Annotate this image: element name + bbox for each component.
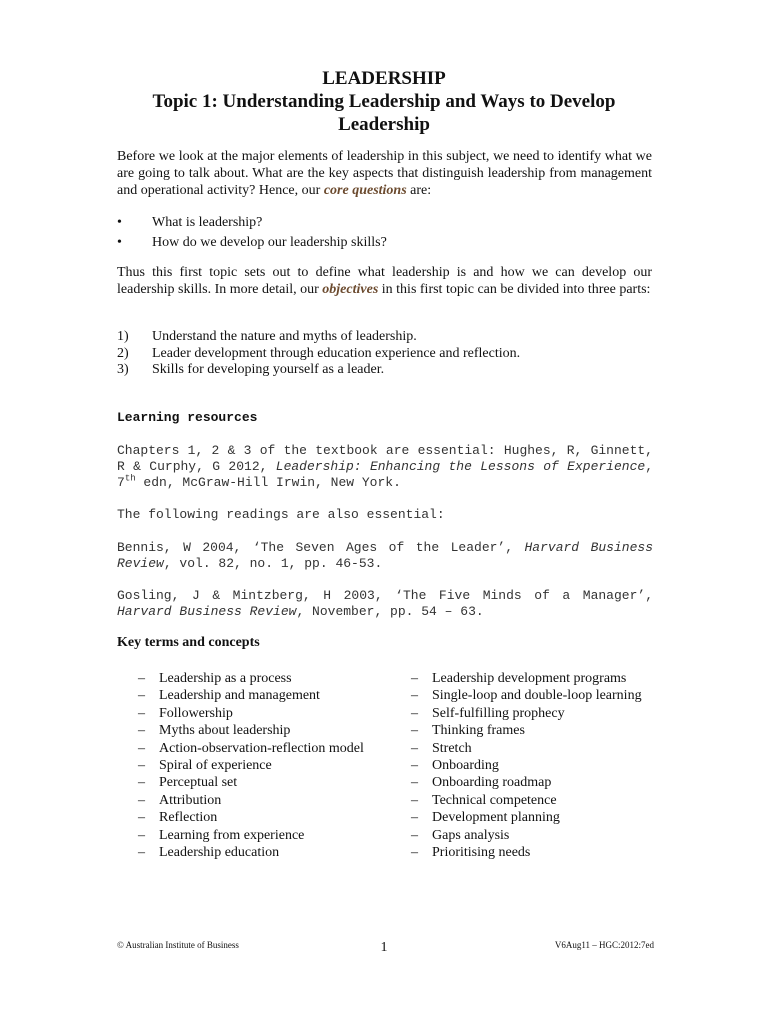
objectives-paragraph: Thus this first topic sets out to define what leadership is and how we can develop our leadership skills. In more detail, our objectives in this first topic can be divided into three parts: [117,265,652,297]
footer-copyright: © Australian Institute of Business [117,940,239,950]
dash-bullet-icon: – [411,688,418,704]
key-term-label: Gaps analysis [432,827,510,843]
journal-title: Harvard Business Review [117,540,653,571]
key-term-label: Self-fulfilling prophecy [432,705,565,721]
key-term-label: Action-observation-reflection model [159,740,364,756]
key-term-item [138,844,388,861]
dash-bullet-icon: – [411,845,418,861]
page-number: 1 [380,940,388,955]
dash-bullet-icon: – [411,827,418,843]
readings-intro: The following readings are also essential: [117,507,445,522]
key-term-label: Myths about leadership [159,723,291,739]
footer-version: V6Aug11 – HGC:2012:7ed [554,940,654,950]
list-item: 2) Leader development through education experience and reflection. [117,345,521,361]
list-item: • What is leadership? [117,213,657,233]
key-term-item [411,687,661,704]
core-questions-emphasis: core questions [323,183,407,198]
key-term-label: Stretch [432,740,472,756]
key-term-item [411,792,661,809]
objectives-list [117,329,657,379]
dash-bullet-icon: – [411,758,418,774]
key-term-item [411,844,661,861]
reading-reference: Bennis, W 2004, ‘The Seven Ages of the Leader’, Harvard Business Review, vol. 82, no. 1, pp. 46-53. [117,540,653,571]
dash-bullet-icon: – [411,723,418,739]
key-term-label: Spiral of experience [159,758,272,774]
dash-bullet-icon: – [138,705,145,721]
list-item: • How do we develop our leadership skills? [117,233,657,253]
key-term-item [138,757,388,774]
textbook-title: Leadership: Enhancing the Lessons of Experience [275,459,646,474]
bullet-icon: • [117,215,122,230]
dash-bullet-icon: – [138,810,145,826]
key-term-item [411,809,661,826]
core-questions-list [117,213,657,253]
journal-title: Harvard Business Review [117,604,297,619]
bullet-icon: • [117,235,122,250]
key-term-item [138,740,388,757]
key-term-label: Perceptual set [159,775,238,791]
key-term-item [411,705,661,722]
dash-bullet-icon: – [411,810,418,826]
key-term-label: Leadership education [159,845,280,861]
dash-bullet-icon: – [411,792,418,808]
key-terms-heading: Key terms and concepts [117,635,260,650]
key-terms-left-column [138,670,388,861]
topic-title-continued: Leadership [338,114,430,135]
key-term-item [411,827,661,844]
reading-reference: Gosling, J & Mintzberg, H 2003, ‘The Five Minds of a Manager’, Harvard Business Review, November, pp. 54 – 63. [117,588,653,619]
textbook-reference: Chapters 1, 2 & 3 of the textbook are essential: Hughes, R, Ginnett, R & Curphy, G 2012, Leadership: Enhancing the Lessons of Experience, 7th edn, McGraw-Hill Irwin, New York. [117,443,653,490]
dash-bullet-icon: – [411,671,418,686]
dash-bullet-icon: – [411,705,418,721]
topic-title: Topic 1: Understanding Leadership and Ways to Develop [152,91,616,112]
key-term-label: Leadership and management [159,688,320,704]
key-term-item [138,722,388,739]
key-term-label: Development planning [432,810,560,826]
dash-bullet-icon: – [138,671,145,686]
dash-bullet-icon: – [138,688,145,704]
key-term-item [411,740,661,757]
list-item: 1) Understand the nature and myths of leadership. [117,329,417,344]
key-term-label: Thinking frames [432,723,525,739]
key-term-item [411,670,661,687]
key-term-label: Onboarding [432,758,499,774]
key-term-label: Onboarding roadmap [432,775,552,791]
dash-bullet-icon: – [411,775,418,791]
doc-title: LEADERSHIP [322,68,446,89]
key-term-label: Learning from experience [159,827,305,843]
intro-paragraph: Before we look at the major elements of leadership in this subject, we need to identify what we are going to talk about. What are the key aspects that distinguish leadership from management and operational activity? Hence, our core questions are: [117,149,652,198]
key-term-item [138,705,388,722]
key-term-item [138,687,388,704]
key-terms-right-column [411,670,661,861]
objectives-emphasis: objectives [322,282,379,297]
key-term-label: Leadership development programs [432,671,627,686]
dash-bullet-icon: – [138,792,145,808]
dash-bullet-icon: – [138,827,145,843]
key-term-label: Reflection [159,810,218,826]
key-term-label: Technical competence [432,792,557,808]
dash-bullet-icon: – [138,775,145,791]
dash-bullet-icon: – [411,740,418,756]
key-term-item [411,722,661,739]
dash-bullet-icon: – [138,740,145,756]
key-term-label: Followership [159,705,233,721]
learning-resources-heading: Learning resources [117,410,258,425]
list-item: 3) Skills for developing yourself as a leader. [117,362,385,377]
key-term-label: Attribution [159,792,222,808]
dash-bullet-icon: – [138,845,145,861]
key-term-item [138,809,388,826]
key-term-item [138,792,388,809]
key-term-label: Leadership as a process [159,671,292,686]
key-term-item [138,774,388,791]
dash-bullet-icon: – [138,723,145,739]
key-term-item [411,757,661,774]
key-term-item [138,827,388,844]
key-term-label: Prioritising needs [432,845,531,861]
key-term-label: Single-loop and double-loop learning [432,688,642,704]
key-term-item [138,670,388,687]
dash-bullet-icon: – [138,758,145,774]
key-term-item [411,774,661,791]
